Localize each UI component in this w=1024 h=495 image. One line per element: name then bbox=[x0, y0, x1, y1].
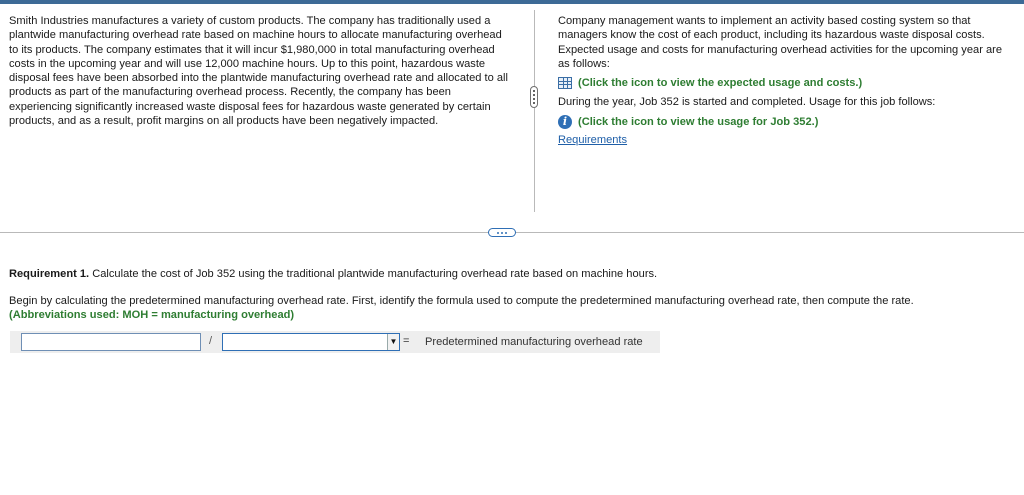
division-sign: / bbox=[209, 335, 213, 347]
info-icon[interactable]: i bbox=[558, 115, 572, 129]
equals-sign: = bbox=[403, 335, 410, 347]
instructions-text: Begin by calculating the predetermined manufacturing overhead rate. First, identify the formula used to compute the predetermined manufacturing overhead rate, then compute the rate. bbox=[9, 295, 914, 307]
result-label: Predetermined manufacturing overhead rate bbox=[425, 336, 643, 348]
numerator-input[interactable] bbox=[21, 333, 201, 351]
horizontal-splitter-handle[interactable] bbox=[488, 228, 516, 237]
instructions-block bbox=[9, 294, 914, 322]
abbreviations-note: (Abbreviations used: MOH = manufacturing overhead) bbox=[9, 309, 295, 321]
requirement-label: Requirement 1. bbox=[9, 268, 90, 280]
requirements-link[interactable]: Requirements bbox=[558, 134, 628, 147]
requirement-heading bbox=[9, 268, 657, 280]
problem-details bbox=[558, 14, 1014, 147]
table-icon[interactable] bbox=[558, 77, 572, 89]
problem-intro: Smith Industries manufactures a variety of custom products. The company has traditionally used a plantwide manufacturing overhead rate based on machine hours to allocate manufacturing overhead to its products. The company estimates that it will incur $1,980,000 in total manufacturing overhead costs in the upcoming year and will use 12,000 machine hours. Up to this point, hazardous waste disposal fees have been absorbed into the plantwide manufacturing overhead rate and allocated to all products as part of the manufacturing overhead process. Recently, the company has been experiencing significantly increased waste disposal fees for hazardous waste generated by certain products, and as a result, profit margins on all products have been negatively impacted. bbox=[9, 15, 508, 128]
denominator-select[interactable] bbox=[222, 333, 400, 351]
job-text: During the year, Job 352 is started and completed. Usage for this job follows: bbox=[558, 96, 936, 109]
usage-link-row[interactable] bbox=[558, 76, 1014, 90]
vertical-splitter-handle[interactable] bbox=[530, 86, 538, 108]
vertical-divider bbox=[534, 10, 535, 212]
management-text: Company management wants to implement an activity based costing system so that managers know the cost of each product, including its hazardous waste disposal costs. Expected usage and costs for manufacturing overhead activities for the upcoming year are as follows: bbox=[558, 15, 1002, 70]
requirement-text: Calculate the cost of Job 352 using the traditional plantwide manufacturing overhead rate based on machine hours. bbox=[89, 268, 658, 280]
dropdown-arrow-icon[interactable]: ▼ bbox=[387, 334, 399, 350]
top-accent-bar bbox=[0, 0, 1024, 4]
job-link-text[interactable]: (Click the icon to view the usage for Job 352.) bbox=[578, 115, 819, 128]
job-link-row[interactable] bbox=[558, 115, 1014, 129]
formula-row bbox=[10, 331, 660, 353]
usage-link-text[interactable]: (Click the icon to view the expected usage and costs.) bbox=[578, 77, 863, 90]
